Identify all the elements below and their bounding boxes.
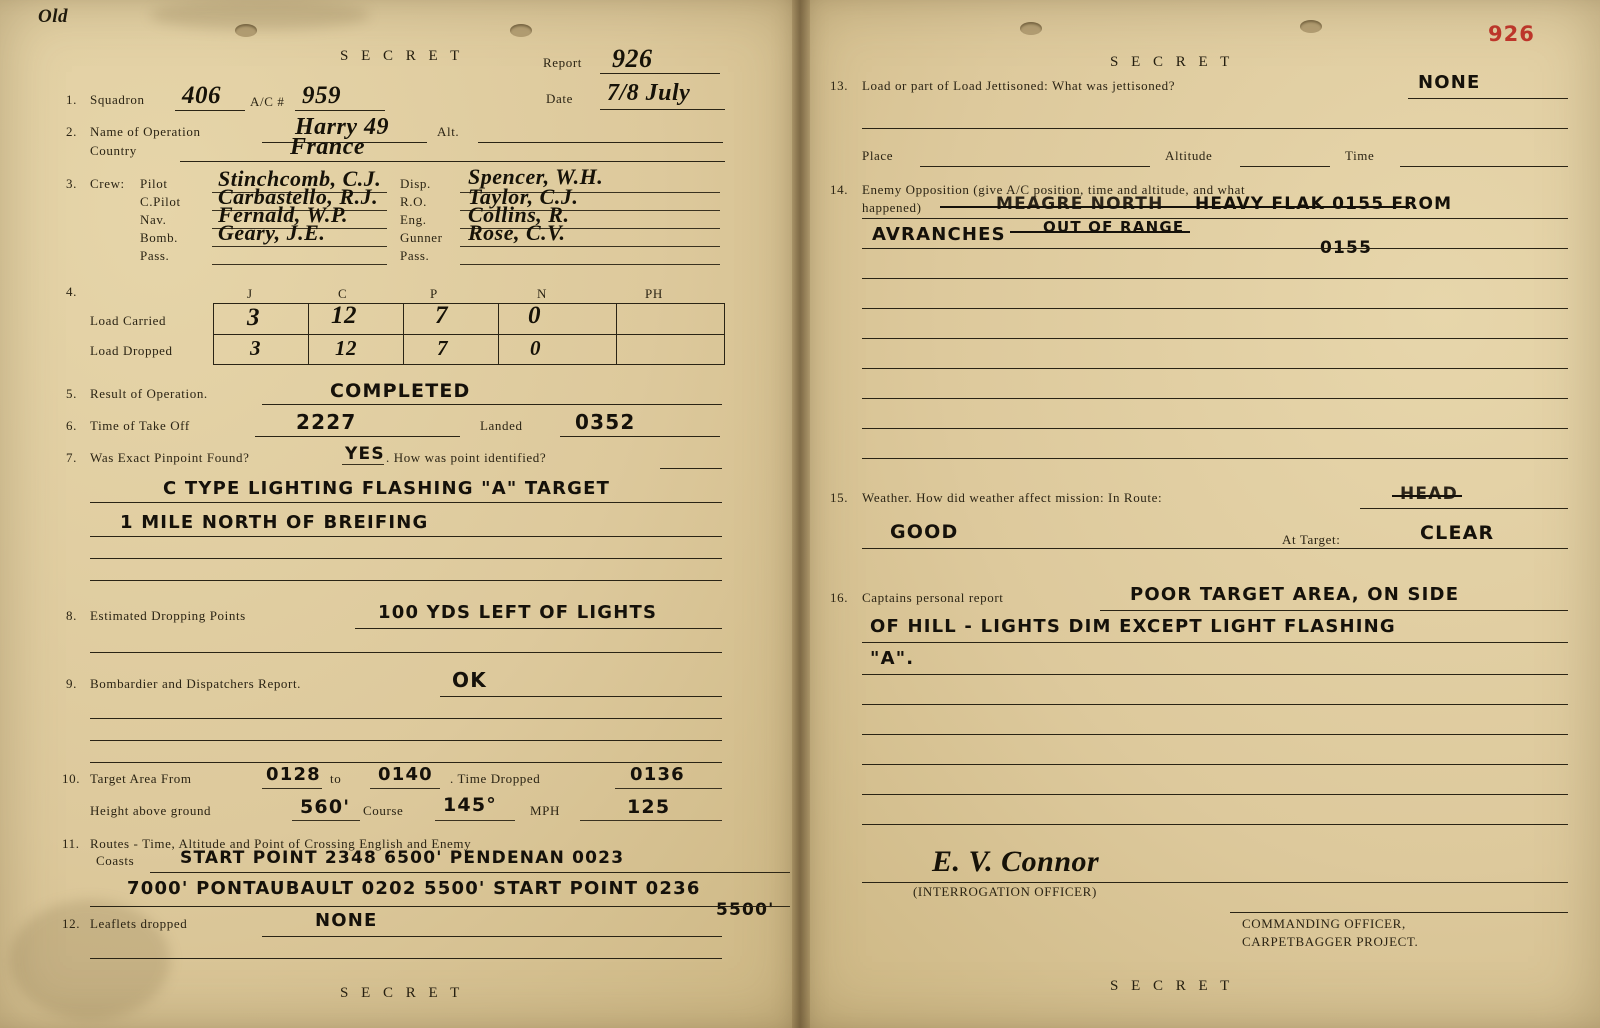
target-from-rule: [262, 788, 322, 789]
course-value: 145°: [443, 794, 497, 816]
jettison-rule: [1408, 98, 1568, 99]
routes-label2: Coasts: [96, 853, 135, 868]
crew-name-ro: Taylor, C.J.: [468, 184, 579, 209]
captain-label: Captains personal report: [862, 590, 1004, 605]
result-rule: [262, 404, 722, 405]
punch-hole: [510, 24, 532, 37]
pinpoint-line-2: 1 MILE NORTH OF BREIFING: [120, 512, 429, 533]
classification-bottom-left: S E C R E T: [340, 985, 464, 1001]
dropping-label: Estimated Dropping Points: [90, 608, 246, 623]
squadron-value: 406: [182, 82, 221, 109]
enemy-label: Enemy Opposition (give A/C position, time and altitude, and what: [862, 182, 1246, 197]
load-dropped-p: 7: [437, 336, 448, 360]
enemy-line-1-struck: MEAGRE NORTH: [996, 194, 1164, 214]
leaflets-rule: [262, 936, 722, 937]
weather-route-struck: HEAD: [1400, 484, 1458, 504]
blank-rule: [862, 794, 1568, 795]
load-table-number: 4.: [66, 284, 77, 299]
classification-top-left: S E C R E T: [340, 48, 464, 64]
routes-rule: [150, 872, 790, 873]
routes-label: Routes - Time, Altitude and Point of Crossing English and Enemy: [90, 836, 472, 851]
operation-label: Name of Operation: [90, 124, 201, 139]
captain-rule: [862, 674, 1568, 675]
crew-role-pilot: Pilot: [140, 176, 168, 191]
report-number-stamp: 926: [1488, 22, 1535, 46]
routes-line-3: 5500': [716, 900, 775, 920]
jettison-label: Load or part of Load Jettisoned: What was jettisoned?: [862, 78, 1176, 93]
blank-rule: [862, 308, 1568, 309]
result-number: 5.: [66, 386, 77, 401]
load-header-ph: PH: [645, 286, 663, 301]
pinpoint-value: YES: [345, 444, 385, 464]
time-rule-r: [1400, 166, 1568, 167]
landed-value: 0352: [575, 410, 636, 434]
corner-annotation: Old: [38, 6, 68, 27]
operation-value: Harry 49: [295, 114, 389, 140]
blank-rule: [90, 580, 722, 581]
routes-line-1: START POINT 2348 6500' PENDENAN 0023: [180, 848, 625, 868]
blank-rule: [862, 764, 1568, 765]
crew-role-disp: Disp.: [400, 176, 431, 191]
jettison-value: NONE: [1418, 72, 1481, 93]
weather-target-value: CLEAR: [1420, 522, 1495, 544]
report-number: 926: [612, 44, 653, 73]
dropping-value: 100 YDS LEFT OF LIGHTS: [378, 602, 658, 623]
load-dropped-label: Load Dropped: [90, 343, 173, 358]
report-rule: [600, 73, 720, 74]
load-dropped-j: 3: [250, 336, 261, 360]
blank-rule: [862, 824, 1568, 825]
blank-rule: [862, 398, 1568, 399]
aircraft-label: A/C #: [250, 94, 285, 109]
dropping-number: 8.: [66, 608, 77, 623]
captain-rule: [862, 642, 1568, 643]
altitude-rule-r: [1240, 166, 1330, 167]
crew-role-nav: Nav.: [140, 212, 167, 227]
blank-rule: [862, 734, 1568, 735]
right-page: [800, 0, 1600, 1028]
blank-rule: [862, 128, 1568, 129]
weather-label: Weather. How did weather affect mission: In Route:: [862, 490, 1163, 505]
load-table: [213, 303, 725, 365]
target-number: 10.: [62, 771, 81, 786]
commanding-officer-label-1: COMMANDING OFFICER,: [1242, 916, 1406, 931]
enemy-line-1: HEAVY FLAK 0155 FROM: [1195, 194, 1453, 214]
time-dropped-label: . Time Dropped: [450, 771, 541, 786]
interrogation-officer-signature: E. V. Connor: [932, 845, 1100, 878]
crew-rule: [460, 264, 720, 265]
country-value: France: [290, 134, 365, 160]
blank-rule: [862, 278, 1568, 279]
enemy-rule: [862, 248, 1568, 249]
crew-role-gunner: Gunner: [400, 230, 443, 245]
load-dropped-c: 12: [335, 336, 357, 360]
landed-rule: [560, 436, 720, 437]
enemy-rule: [862, 218, 1568, 219]
blank-rule: [90, 558, 722, 559]
commanding-rule: [1230, 912, 1568, 913]
crew-name-copilot: Carbastello, R.J.: [218, 184, 379, 209]
date-label: Date: [546, 91, 573, 106]
aircraft-value: 959: [302, 82, 341, 109]
enemy-line-2: AVRANCHES: [872, 224, 1006, 245]
pinpoint-number: 7.: [66, 450, 77, 465]
bombardier-label: Bombardier and Dispatchers Report.: [90, 676, 302, 691]
squadron-label: Squadron: [90, 92, 145, 107]
blank-rule: [90, 958, 722, 959]
crew-name-bomb: Geary, J.E.: [218, 220, 326, 245]
course-rule: [435, 820, 515, 821]
pinpoint-rule2: [660, 468, 722, 469]
target-to-label: to: [330, 771, 342, 786]
pinpoint-question2: . How was point identified?: [386, 450, 547, 465]
takeoff-rule: [255, 436, 460, 437]
crew-name-pilot: Stinchcomb, C.J.: [218, 166, 382, 191]
crew-name-gunner: Rose, C.V.: [468, 220, 566, 245]
crew-number: 3.: [66, 176, 77, 191]
time-dropped-value: 0136: [630, 764, 685, 785]
crew-label: Crew:: [90, 176, 125, 191]
load-header-p: P: [430, 286, 438, 301]
crew-rule: [212, 264, 387, 265]
enemy-number: 14.: [830, 182, 849, 197]
load-header-c: C: [338, 286, 348, 301]
interrogation-officer-label: (INTERROGATION OFFICER): [913, 884, 1097, 899]
routes-line-2: 7000' PONTAUBAULT 0202 5500' START POINT 0236: [127, 878, 701, 899]
weather-target-label: At Target:: [1282, 532, 1341, 547]
bombardier-value: OK: [452, 668, 487, 692]
pinpoint-answer-rule: [90, 502, 722, 503]
leaflets-label: Leaflets dropped: [90, 916, 188, 931]
weather-route-value: GOOD: [890, 521, 959, 543]
country-rule: [180, 161, 725, 162]
altitude-label: Alt.: [437, 124, 460, 139]
target-to-value: 0140: [378, 764, 433, 785]
blank-rule: [862, 704, 1568, 705]
operation-number: 2.: [66, 124, 77, 139]
weather-route-rule: [1360, 508, 1568, 509]
aircraft-rule: [295, 110, 385, 111]
crew-role-ro: R.O.: [400, 194, 427, 209]
classification-bottom-right: S E C R E T: [1110, 978, 1234, 994]
strikethrough-mark: [940, 206, 1410, 208]
pinpoint-answer-rule: [90, 536, 722, 537]
enemy-label2: happened): [862, 200, 922, 215]
captain-line-3: "A".: [870, 648, 915, 669]
load-header-n: N: [537, 286, 547, 301]
blank-rule: [90, 740, 722, 741]
enemy-line-2c: 0155: [1320, 238, 1373, 258]
load-carried-n: 0: [528, 302, 541, 329]
jettison-number: 13.: [830, 78, 849, 93]
load-dropped-n: 0: [530, 336, 541, 360]
target-to-rule: [370, 788, 440, 789]
punch-hole: [235, 24, 257, 37]
course-label: Course: [363, 803, 404, 818]
height-value: 560': [300, 796, 351, 818]
blank-rule: [862, 428, 1568, 429]
date-value: 7/8 July: [607, 80, 691, 106]
mph-rule: [580, 820, 722, 821]
classification-top-right: S E C R E T: [1110, 54, 1234, 70]
crew-rule: [460, 246, 720, 247]
mph-label: MPH: [530, 803, 560, 818]
crew-role-bomb: Bomb.: [140, 230, 179, 245]
mph-value: 125: [627, 796, 671, 818]
crew-role-pass-left: Pass.: [140, 248, 170, 263]
dropping-rule: [355, 628, 722, 629]
altitude-label-r: Altitude: [1165, 148, 1213, 163]
load-carried-p: 7: [435, 302, 448, 329]
routes-rule: [90, 906, 790, 907]
target-label: Target Area From: [90, 771, 192, 786]
captain-line-1: POOR TARGET AREA, ON SIDE: [1130, 584, 1460, 605]
blank-rule: [90, 762, 722, 763]
captain-number: 16.: [830, 590, 849, 605]
crew-role-copilot: C.Pilot: [140, 194, 181, 209]
strikethrough-mark: [1010, 231, 1190, 233]
date-rule: [600, 109, 725, 110]
place-label: Place: [862, 148, 894, 163]
landed-label: Landed: [480, 418, 523, 433]
weather-number: 15.: [830, 490, 849, 505]
crew-name-disp: Spencer, W.H.: [468, 164, 604, 189]
crew-role-pass-right: Pass.: [400, 248, 430, 263]
pinpoint-line-1: C TYPE LIGHTING FLASHING "A" TARGET: [163, 478, 611, 499]
bombardier-rule: [440, 696, 722, 697]
leaflets-value: NONE: [315, 910, 378, 931]
binding-gutter: [792, 0, 810, 1028]
pinpoint-label: Was Exact Pinpoint Found?: [90, 450, 250, 465]
bombardier-number: 9.: [66, 676, 77, 691]
captain-rule: [1100, 610, 1568, 611]
crew-rule: [212, 246, 387, 247]
takeoff-number: 6.: [66, 418, 77, 433]
strikethrough-mark: [1392, 495, 1462, 497]
country-label: Country: [90, 143, 137, 158]
place-rule: [920, 166, 1150, 167]
target-from-value: 0128: [266, 764, 321, 785]
squadron-number: 1.: [66, 92, 77, 107]
crew-name-nav: Fernald, W.P.: [218, 202, 348, 227]
load-carried-label: Load Carried: [90, 313, 167, 328]
paper-smudge: [150, 0, 370, 30]
result-value: COMPLETED: [330, 380, 471, 402]
result-label: Result of Operation.: [90, 386, 208, 401]
load-carried-j: 3: [247, 304, 260, 331]
captain-line-2: OF HILL - LIGHTS DIM EXCEPT LIGHT FLASHING: [870, 616, 1396, 637]
report-label: Report: [543, 55, 582, 70]
time-dropped-rule: [615, 788, 722, 789]
crew-role-eng: Eng.: [400, 212, 427, 227]
leaflets-number: 12.: [62, 916, 81, 931]
load-header-j: J: [247, 286, 253, 301]
punch-hole: [1300, 20, 1322, 33]
load-carried-c: 12: [331, 302, 357, 329]
routes-number: 11.: [62, 836, 80, 851]
blank-rule: [862, 368, 1568, 369]
blank-rule: [862, 458, 1568, 459]
height-rule: [292, 820, 360, 821]
time-label-r: Time: [1345, 148, 1375, 163]
blank-rule: [90, 718, 722, 719]
takeoff-value: 2227: [296, 410, 357, 434]
squadron-rule: [175, 110, 245, 111]
signature-rule: [862, 882, 1568, 883]
altitude-rule: [478, 142, 723, 143]
punch-hole: [1020, 22, 1042, 35]
commanding-officer-label-2: CARPETBAGGER PROJECT.: [1242, 934, 1419, 949]
weather-rule: [862, 548, 1568, 549]
blank-rule: [862, 338, 1568, 339]
takeoff-label: Time of Take Off: [90, 418, 190, 433]
crew-name-eng: Collins, R.: [468, 202, 570, 227]
pinpoint-rule: [342, 464, 384, 465]
blank-rule: [90, 652, 722, 653]
enemy-line-2b: OUT OF RANGE: [1043, 218, 1185, 236]
height-label: Height above ground: [90, 803, 212, 818]
